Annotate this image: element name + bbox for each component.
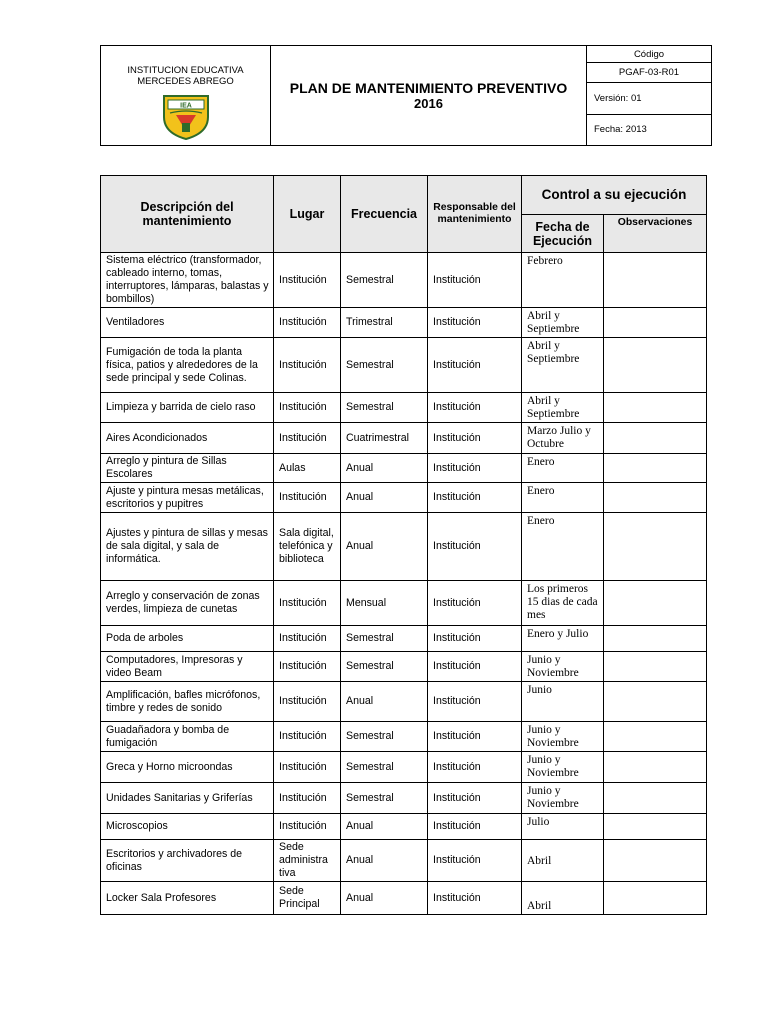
table-row — [101, 513, 707, 581]
cell-lugar: Institución — [274, 393, 341, 423]
code-label: Código — [587, 46, 712, 63]
table-row — [101, 752, 707, 783]
cell-observaciones — [604, 752, 707, 783]
cell-frecuencia: Anual — [341, 483, 428, 513]
cell-responsable: Institución — [428, 253, 522, 308]
cell-frecuencia: Semestral — [341, 722, 428, 752]
cell-fecha: Abril y Septiembre — [522, 393, 604, 423]
cell-responsable: Institución — [428, 722, 522, 752]
table-row — [101, 308, 707, 338]
logo-text: IEA — [179, 102, 192, 110]
code-value: PGAF-03-R01 — [587, 63, 712, 83]
cell-lugar: Institución — [274, 652, 341, 682]
header-descripcion: Descripción del mantenimiento — [101, 176, 274, 253]
table-row — [101, 722, 707, 752]
maintenance-plan-table — [100, 175, 707, 915]
cell-frecuencia: Semestral — [341, 393, 428, 423]
cell-descripcion: Poda de arboles — [101, 626, 274, 652]
cell-lugar: Institución — [274, 783, 341, 814]
cell-descripcion: Guadañadora y bomba de fumigación — [101, 722, 274, 752]
header-fecha: Fecha de Ejecución — [522, 215, 604, 253]
cell-lugar: Institución — [274, 253, 341, 308]
institution-cell — [101, 46, 271, 146]
cell-descripcion: Unidades Sanitarias y Griferías — [101, 783, 274, 814]
cell-lugar: Institución — [274, 308, 341, 338]
cell-fecha: Junio y Noviembre — [522, 783, 604, 814]
cell-observaciones — [604, 626, 707, 652]
header-responsable: Responsable del mantenimiento — [428, 176, 522, 253]
table-row — [101, 483, 707, 513]
document-year: 2016 — [414, 95, 443, 111]
cell-fecha: Junio y Noviembre — [522, 652, 604, 682]
cell-frecuencia: Semestral — [341, 338, 428, 393]
cell-responsable: Institución — [428, 626, 522, 652]
cell-descripcion: Ajustes y pintura de sillas y mesas de sala digital, y sala de informática. — [101, 513, 274, 581]
cell-responsable: Institución — [428, 454, 522, 483]
cell-responsable: Institución — [428, 783, 522, 814]
cell-lugar: Institución — [274, 814, 341, 840]
table-row — [101, 626, 707, 652]
cell-frecuencia: Anual — [341, 682, 428, 722]
cell-lugar: Institución — [274, 423, 341, 454]
document-header — [100, 45, 712, 146]
cell-descripcion: Amplificación, bafles micrófonos, timbre y redes de sonido — [101, 682, 274, 722]
header-lugar: Lugar — [274, 176, 341, 253]
cell-fecha: Julio — [522, 814, 604, 840]
table-row — [101, 393, 707, 423]
cell-lugar: Institución — [274, 581, 341, 626]
table-row — [101, 338, 707, 393]
cell-observaciones — [604, 783, 707, 814]
cell-responsable: Institución — [428, 423, 522, 454]
table-row — [101, 581, 707, 626]
cell-observaciones — [604, 423, 707, 454]
cell-observaciones — [604, 722, 707, 752]
cell-responsable: Institución — [428, 513, 522, 581]
cell-frecuencia: Anual — [341, 840, 428, 882]
cell-frecuencia: Anual — [341, 882, 428, 915]
cell-responsable: Institución — [428, 338, 522, 393]
table-row — [101, 814, 707, 840]
institution-name-line1: INSTITUCION EDUCATIVA — [127, 65, 244, 76]
table-row — [101, 783, 707, 814]
cell-descripcion: Arreglo y conservación de zonas verdes, limpieza de cunetas — [101, 581, 274, 626]
cell-fecha: Abril — [522, 882, 604, 915]
cell-lugar: Institución — [274, 483, 341, 513]
cell-fecha: Junio y Noviembre — [522, 722, 604, 752]
cell-fecha: Abril y Septiembre — [522, 338, 604, 393]
cell-fecha: Marzo Julio y Octubre — [522, 423, 604, 454]
cell-responsable: Institución — [428, 393, 522, 423]
table-row — [101, 652, 707, 682]
cell-descripcion: Computadores, Impresoras y video Beam — [101, 652, 274, 682]
version-value: Versión: 01 — [587, 83, 712, 114]
cell-responsable: Institución — [428, 752, 522, 783]
table-row — [101, 682, 707, 722]
institution-name-line2: MERCEDES ABREGO — [137, 76, 234, 87]
cell-fecha: Enero — [522, 513, 604, 581]
cell-frecuencia: Semestral — [341, 253, 428, 308]
cell-lugar: Sede Principal — [274, 882, 341, 915]
cell-lugar: Institución — [274, 338, 341, 393]
cell-observaciones — [604, 338, 707, 393]
cell-responsable: Institución — [428, 581, 522, 626]
cell-observaciones — [604, 393, 707, 423]
cell-fecha: Enero — [522, 483, 604, 513]
cell-lugar: Institución — [274, 626, 341, 652]
cell-observaciones — [604, 814, 707, 840]
cell-frecuencia: Anual — [341, 513, 428, 581]
cell-fecha: Enero y Julio — [522, 626, 604, 652]
cell-frecuencia: Semestral — [341, 752, 428, 783]
header-control: Control a su ejecución — [522, 176, 707, 215]
cell-lugar: Sala digital, telefónica y biblioteca — [274, 513, 341, 581]
cell-responsable: Institución — [428, 652, 522, 682]
cell-observaciones — [604, 882, 707, 915]
cell-observaciones — [604, 253, 707, 308]
school-crest-logo — [158, 93, 214, 141]
table-row — [101, 253, 707, 308]
cell-responsable: Institución — [428, 308, 522, 338]
cell-descripcion: Ajuste y pintura mesas metálicas, escritorios y pupitres — [101, 483, 274, 513]
cell-fecha: Abril — [522, 840, 604, 882]
cell-frecuencia: Mensual — [341, 581, 428, 626]
cell-fecha: Junio — [522, 682, 604, 722]
cell-descripcion: Locker Sala Profesores — [101, 882, 274, 915]
cell-descripcion: Microscopios — [101, 814, 274, 840]
cell-descripcion: Greca y Horno microondas — [101, 752, 274, 783]
cell-responsable: Institución — [428, 882, 522, 915]
cell-observaciones — [604, 840, 707, 882]
cell-responsable: Institución — [428, 682, 522, 722]
table-row — [101, 840, 707, 882]
cell-observaciones — [604, 682, 707, 722]
cell-observaciones — [604, 581, 707, 626]
cell-lugar: Institución — [274, 722, 341, 752]
cell-responsable: Institución — [428, 483, 522, 513]
cell-descripcion: Aires Acondicionados — [101, 423, 274, 454]
cell-fecha: Abril y Septiembre — [522, 308, 604, 338]
cell-fecha: Junio y Noviembre — [522, 752, 604, 783]
cell-lugar: Institución — [274, 752, 341, 783]
table-row — [101, 454, 707, 483]
cell-observaciones — [604, 513, 707, 581]
cell-observaciones — [604, 454, 707, 483]
cell-responsable: Institución — [428, 814, 522, 840]
table-row — [101, 423, 707, 454]
document-title: PLAN DE MANTENIMIENTO PREVENTIVO — [289, 79, 568, 96]
cell-frecuencia: Semestral — [341, 783, 428, 814]
cell-descripcion: Fumigación de toda la planta física, patios y alrededores de la sede principal y sede Colinas. — [101, 338, 274, 393]
cell-observaciones — [604, 652, 707, 682]
cell-lugar: Aulas — [274, 454, 341, 483]
cell-descripcion: Arreglo y pintura de Sillas Escolares — [101, 454, 274, 483]
table-body — [101, 253, 707, 915]
header-observaciones: Observaciones — [604, 215, 707, 253]
cell-frecuencia: Semestral — [341, 626, 428, 652]
cell-frecuencia: Anual — [341, 454, 428, 483]
table-row — [101, 882, 707, 915]
date-value: Fecha: 2013 — [587, 114, 712, 145]
cell-frecuencia: Semestral — [341, 652, 428, 682]
cell-frecuencia: Cuatrimestral — [341, 423, 428, 454]
cell-frecuencia: Trimestral — [341, 308, 428, 338]
cell-frecuencia: Anual — [341, 814, 428, 840]
cell-descripcion: Ventiladores — [101, 308, 274, 338]
cell-responsable: Institución — [428, 840, 522, 882]
cell-descripcion: Limpieza y barrida de cielo raso — [101, 393, 274, 423]
cell-descripcion: Escritorios y archivadores de oficinas — [101, 840, 274, 882]
document-title-cell — [271, 46, 587, 146]
cell-observaciones — [604, 483, 707, 513]
cell-lugar: Institución — [274, 682, 341, 722]
cell-fecha: Los primeros 15 dias de cada mes — [522, 581, 604, 626]
cell-fecha: Enero — [522, 454, 604, 483]
cell-fecha: Febrero — [522, 253, 604, 308]
cell-descripcion: Sistema eléctrico (transformador, cableado interno, tomas, interruptores, lámparas, balastas y bombillos) — [101, 253, 274, 308]
cell-observaciones — [604, 308, 707, 338]
header-frecuencia: Frecuencia — [341, 176, 428, 253]
cell-lugar: Sede administra tiva — [274, 840, 341, 882]
